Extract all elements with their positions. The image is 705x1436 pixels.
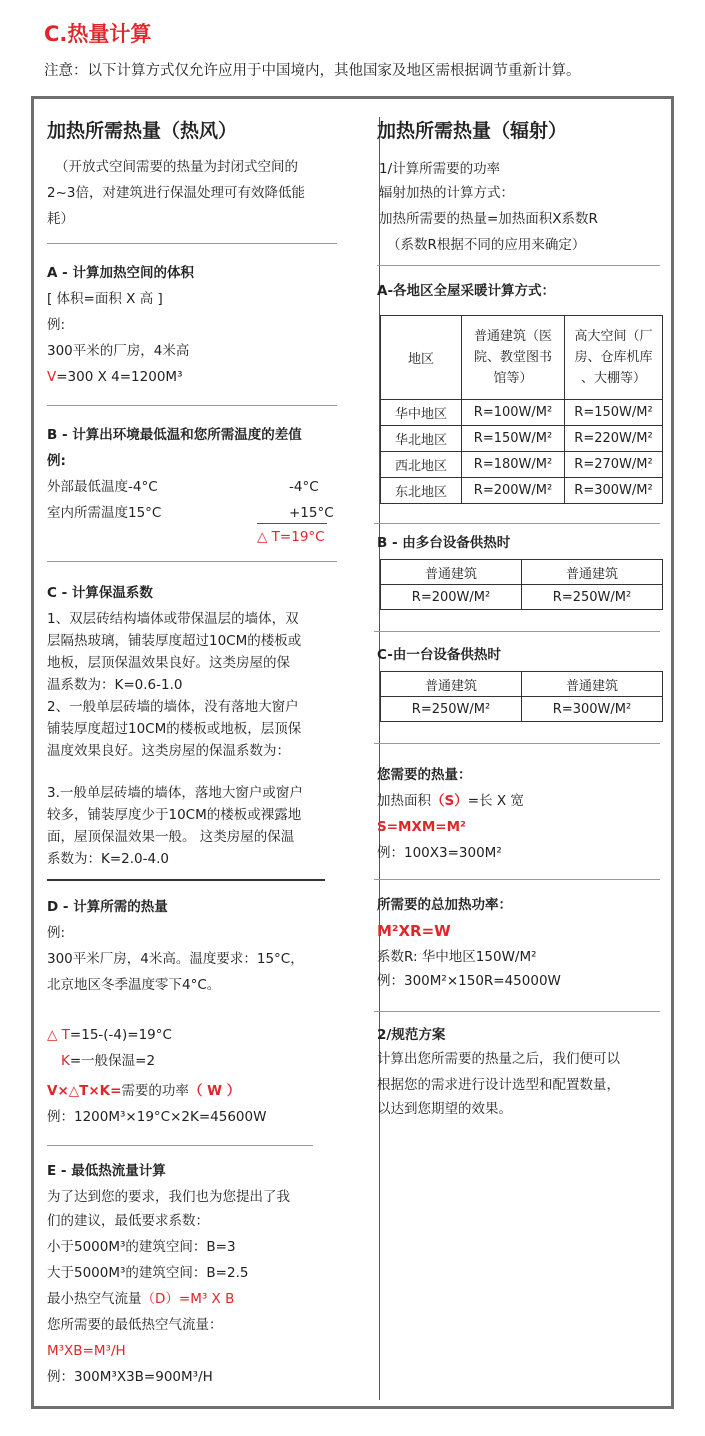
table-row — [381, 697, 663, 722]
section-e-line: 小于5000M³的建筑空间：B=3 — [47, 1239, 236, 1255]
right-intro-line: 辐射加热的计算方式： — [379, 185, 514, 201]
section-b-example-label: 例: — [47, 453, 66, 469]
right-intro-line: （系数R根据不同的应用来确定） — [387, 237, 586, 253]
coefficient-line: 系数R: 华中地区150W/M² — [377, 949, 537, 965]
section-divider — [47, 879, 325, 881]
cell-region: 东北地区 — [381, 478, 462, 504]
c-paragraph-line: 3.一般单层砖墙的墙体，落地大窗户或窗户 — [47, 785, 303, 801]
cell-normal: R=200W/M² — [462, 478, 565, 504]
total-title: 所需要的总加热功率： — [377, 897, 512, 913]
section-d-example-label: 例: — [47, 925, 66, 941]
column-divider — [379, 117, 380, 1400]
delta-temp: △ T=19°C — [257, 529, 325, 545]
header-line: 院、教堂图书 — [473, 350, 552, 365]
area-equation: S=MXM=M² — [377, 819, 466, 835]
c-paragraph-line: 2、一般单层砖墙的墙体，没有落地大窗户 — [47, 699, 299, 715]
single-device-table — [380, 671, 663, 722]
area-calc: =长 X 宽 — [467, 793, 524, 809]
indoor-temp-value: +15°C — [289, 505, 334, 521]
right-heading: 加热所需热量（辐射） — [377, 120, 568, 142]
section-divider — [374, 879, 660, 880]
outdoor-temp-label: 外部最低温度-4°C — [47, 479, 158, 495]
indoor-temp-label: 室内所需温度15°C — [47, 505, 162, 521]
region-table — [380, 315, 663, 504]
content-box — [31, 96, 674, 1409]
header-line: 高大空间（厂 — [574, 329, 653, 344]
area-label: 加热面积 — [377, 793, 431, 809]
cell-tall: R=150W/M² — [565, 400, 663, 426]
power-formula-label: 需要的功率 — [121, 1083, 189, 1099]
cell-region: 华中地区 — [381, 400, 462, 426]
section-e-line: 大于5000M³的建筑空间：B=2.5 — [47, 1265, 249, 1281]
c-paragraph-line: 铺装厚度超过10CM的楼板或地板，层顶保 — [47, 721, 302, 737]
power-equation: M²XR=W — [377, 922, 451, 940]
left-intro-line: 2~3倍，对建筑进行保温处理可有效降低能 — [47, 185, 305, 201]
airflow-example: 例：300M³X3B=900M³/H — [47, 1369, 213, 1385]
section-a-formula: [ 体积=面积 X 高 ] — [47, 291, 163, 307]
delta-value: =15-(-4)=19°C — [69, 1027, 172, 1043]
header-line: 普通建筑（医 — [473, 329, 552, 344]
section-e-title: E - 最低热流量计算 — [47, 1163, 166, 1179]
section-e-line: 您所需要的最低热空气流量： — [47, 1317, 223, 1333]
header-line: 馆等） — [493, 371, 533, 386]
cell-header: 普通建筑 — [522, 560, 663, 585]
c-paragraph-line: 较多，铺装厚度少于10CM的楼板或裸露地 — [47, 807, 302, 823]
need-title: 您需要的热量： — [377, 767, 472, 783]
cell-normal: R=100W/M² — [462, 400, 565, 426]
table-header-row — [381, 316, 663, 400]
multi-device-table — [380, 559, 663, 610]
c-paragraph-line: 温度效果良好。这类房屋的保温系数为： — [47, 743, 290, 759]
cell-value: R=300W/M² — [522, 697, 663, 722]
c-paragraph-line: 地板，层顶保温效果良好。这类房屋的保 — [47, 655, 290, 671]
area-formula — [377, 791, 524, 811]
table-row — [381, 426, 663, 452]
cell-tall: R=270W/M² — [565, 452, 663, 478]
section-divider — [47, 243, 337, 244]
plan-title: 2/规范方案 — [377, 1027, 446, 1043]
k-value: =一般保温=2 — [69, 1053, 156, 1069]
cell-region: 西北地区 — [381, 452, 462, 478]
section-b-title: B - 计算出环境最低温和您所需温度的差值 — [47, 427, 302, 443]
cell-header: 普通建筑 — [381, 672, 522, 697]
power-example: 例：1200M³×19°C×2K=45600W — [47, 1109, 267, 1125]
cell-tall: R=220W/M² — [565, 426, 663, 452]
delta-symbol: △ T — [47, 1027, 70, 1043]
outdoor-temp-value: -4°C — [289, 479, 319, 495]
delta-calc — [47, 1025, 172, 1045]
c-paragraph-line: 面，屋顶保温效果一般。 这类房屋的保温 — [47, 829, 295, 845]
cell-header: 普通建筑 — [381, 560, 522, 585]
min-airflow-formula — [47, 1289, 234, 1309]
section-c-title: C - 计算保温系数 — [47, 585, 153, 601]
cell-normal: R=150W/M² — [462, 426, 565, 452]
volume-symbol: V — [47, 369, 57, 385]
section-divider — [47, 405, 337, 406]
section-a-title-right: A-各地区全屋采暖计算方式： — [377, 283, 556, 299]
left-intro-line: （开放式空间需要的热量为封闭式空间的 — [55, 159, 298, 175]
plan-line: 根据您的需求进行设计选型和配置数量， — [377, 1077, 620, 1093]
cell-value: R=200W/M² — [381, 585, 522, 610]
c-paragraph-line: 系数为：K=2.0-4.0 — [47, 851, 169, 867]
power-formula — [47, 1081, 240, 1101]
cell-value: R=250W/M² — [381, 697, 522, 722]
cell-tall: R=300W/M² — [565, 478, 663, 504]
section-d-title: D - 计算所需的热量 — [47, 899, 168, 915]
right-intro-line: 加热所需要的热量=加热面积X系数R — [379, 211, 598, 227]
min-airflow-label: 最小热空气流量 — [47, 1291, 142, 1307]
table-row — [381, 585, 663, 610]
table-row — [381, 560, 663, 585]
k-calc — [61, 1051, 155, 1071]
power-example-right: 例：300M²×150R=45000W — [377, 973, 561, 989]
section-divider — [374, 631, 660, 632]
area-example: 例：100X3=300M² — [377, 845, 502, 861]
left-heading: 加热所需热量（热风） — [47, 120, 238, 142]
section-d-line: 北京地区冬季温度零下4°C。 — [47, 977, 221, 993]
table-row — [381, 478, 663, 504]
cell-value: R=250W/M² — [522, 585, 663, 610]
power-formula-vars: V×△T×K= — [47, 1083, 122, 1099]
table-row — [381, 400, 663, 426]
header-line: 房、仓库机库 — [574, 350, 653, 365]
section-divider — [47, 1145, 313, 1146]
table-row — [381, 672, 663, 697]
c-paragraph-line: 1、双层砖结构墙体或带保温层的墙体，双 — [47, 611, 299, 627]
section-a-calc — [47, 367, 182, 387]
section-divider — [47, 561, 337, 562]
section-a-example: 300平米的厂房，4米高 — [47, 343, 190, 359]
k-symbol: K — [61, 1053, 70, 1069]
section-d-line: 300平米厂房，4米高。温度要求：15°C， — [47, 951, 304, 967]
table-header-region: 地区 — [381, 316, 462, 400]
c-paragraph-line: 层隔热玻璃，铺装厚度超过10CM的楼板或 — [47, 633, 302, 649]
volume-calc: =300 X 4=1200M³ — [56, 369, 183, 385]
section-divider — [374, 1011, 660, 1012]
plan-line: 计算出您所需要的热量之后，我们便可以 — [377, 1051, 620, 1067]
right-intro-line: 1/计算所需要的功率 — [379, 161, 501, 177]
header-line: 、大棚等） — [580, 371, 646, 386]
airflow-formula: M³XB=M³/H — [47, 1343, 126, 1359]
cell-normal: R=180W/M² — [462, 452, 565, 478]
cell-header: 普通建筑 — [522, 672, 663, 697]
c-paragraph-line: 温系数为：K=0.6-1.0 — [47, 677, 183, 693]
left-intro-line: 耗） — [47, 211, 74, 227]
section-a-example-label: 例: — [47, 317, 66, 333]
section-b-title-right: B - 由多台设备供热时 — [377, 535, 511, 551]
plan-line: 以达到您期望的效果。 — [377, 1101, 512, 1117]
section-divider — [374, 743, 660, 744]
table-row — [381, 452, 663, 478]
section-divider — [374, 523, 660, 524]
section-c-title-right: C-由一台设备供热时 — [377, 647, 501, 663]
power-formula-unit: （ W ） — [188, 1083, 241, 1099]
sum-line — [257, 523, 327, 524]
table-header-normal — [462, 316, 565, 400]
section-a-title: A - 计算加热空间的体积 — [47, 265, 194, 281]
notice-text: 注意：以下计算方式仅允许应用于中国境内，其他国家及地区需根据调节重新计算。 — [44, 63, 581, 79]
section-e-line: 们的建议，最低要求系数： — [47, 1213, 209, 1229]
area-symbol: （S） — [431, 793, 468, 809]
table-header-tall — [565, 316, 663, 400]
min-airflow-calc: （D）=M³ X B — [141, 1291, 235, 1307]
page-title: C.热量计算 — [44, 22, 152, 46]
cell-region: 华北地区 — [381, 426, 462, 452]
section-e-line: 为了达到您的要求，我们也为您提出了我 — [47, 1189, 290, 1205]
section-divider — [377, 265, 660, 266]
